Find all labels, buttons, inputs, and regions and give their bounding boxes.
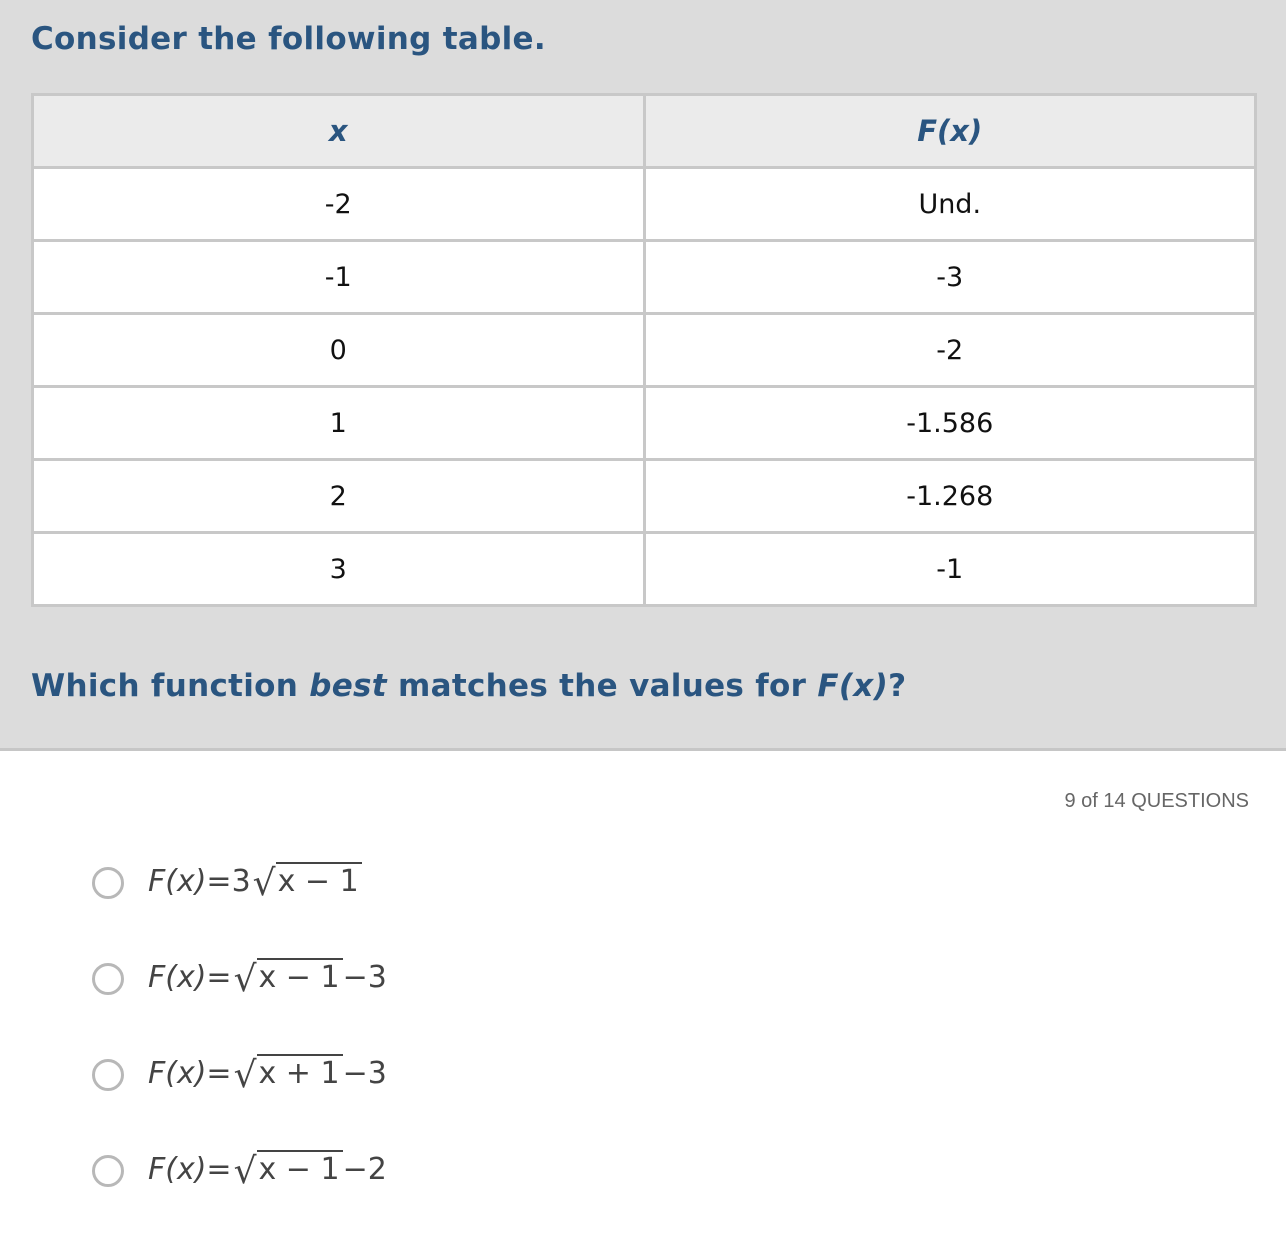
formula-lhs: F(x) <box>148 863 207 899</box>
cell-x: 0 <box>33 314 645 387</box>
square-root-icon: √x − 1 <box>234 959 343 1000</box>
question-text-part: ? <box>888 668 907 704</box>
square-root-icon: √x − 1 <box>253 863 362 904</box>
formula-radicand: x − 1 <box>257 958 343 995</box>
question-text <box>31 668 906 704</box>
progress-indicator: 9 of 14 QUESTIONS <box>1064 790 1249 812</box>
table-header-row <box>33 95 1256 168</box>
radio-button[interactable] <box>92 867 124 899</box>
table-row <box>33 460 1256 533</box>
cell-x: -2 <box>33 168 645 241</box>
formula-equals: = <box>206 959 232 995</box>
cell-x: 2 <box>33 460 645 533</box>
formula-lhs: F(x) <box>148 1055 207 1091</box>
column-header-fx: F(x) <box>644 95 1256 168</box>
table-row <box>33 168 1256 241</box>
question-emphasis: best <box>309 668 387 704</box>
formula <box>148 863 362 904</box>
cell-fx: Und. <box>644 168 1256 241</box>
prompt-text: Consider the following table. <box>31 21 546 57</box>
square-root-icon: √x + 1 <box>234 1055 343 1096</box>
table-row <box>33 314 1256 387</box>
cell-fx: -1.586 <box>644 387 1256 460</box>
formula-equals: = <box>206 1055 232 1091</box>
table-row <box>33 387 1256 460</box>
radio-button[interactable] <box>92 1059 124 1091</box>
column-header-x: x <box>33 95 645 168</box>
formula-equals: = <box>206 1151 232 1187</box>
formula-tail: −2 <box>342 1151 387 1187</box>
values-table <box>31 93 1257 607</box>
formula-radicand: x + 1 <box>257 1054 343 1091</box>
answer-option-1[interactable] <box>92 835 692 931</box>
formula-tail: −3 <box>342 959 387 995</box>
formula-radicand: x − 1 <box>257 1150 343 1187</box>
answer-option-3[interactable] <box>92 1027 692 1123</box>
table-row <box>33 241 1256 314</box>
table-row <box>33 533 1256 606</box>
formula-equals: = <box>206 863 232 899</box>
formula <box>148 959 387 1000</box>
answer-option-4[interactable] <box>92 1123 692 1219</box>
cell-x: -1 <box>33 241 645 314</box>
question-text-part: Which function <box>31 668 310 704</box>
formula <box>148 1151 387 1192</box>
radio-button[interactable] <box>92 963 124 995</box>
cell-fx: -3 <box>644 241 1256 314</box>
question-text-part: matches the values for <box>386 668 818 704</box>
formula-lhs: F(x) <box>148 959 207 995</box>
formula-tail: −3 <box>342 1055 387 1091</box>
formula <box>148 1055 387 1096</box>
answer-option-2[interactable] <box>92 931 692 1027</box>
cell-fx: -2 <box>644 314 1256 387</box>
formula-radicand: x − 1 <box>276 862 362 899</box>
square-root-icon: √x − 1 <box>234 1151 343 1192</box>
formula-coefficient: 3 <box>231 863 251 899</box>
radio-button[interactable] <box>92 1155 124 1187</box>
cell-fx: -1 <box>644 533 1256 606</box>
question-function-name: F(x) <box>817 668 889 704</box>
answer-options <box>92 835 692 1219</box>
formula-lhs: F(x) <box>148 1151 207 1187</box>
cell-x: 3 <box>33 533 645 606</box>
cell-fx: -1.268 <box>644 460 1256 533</box>
cell-x: 1 <box>33 387 645 460</box>
